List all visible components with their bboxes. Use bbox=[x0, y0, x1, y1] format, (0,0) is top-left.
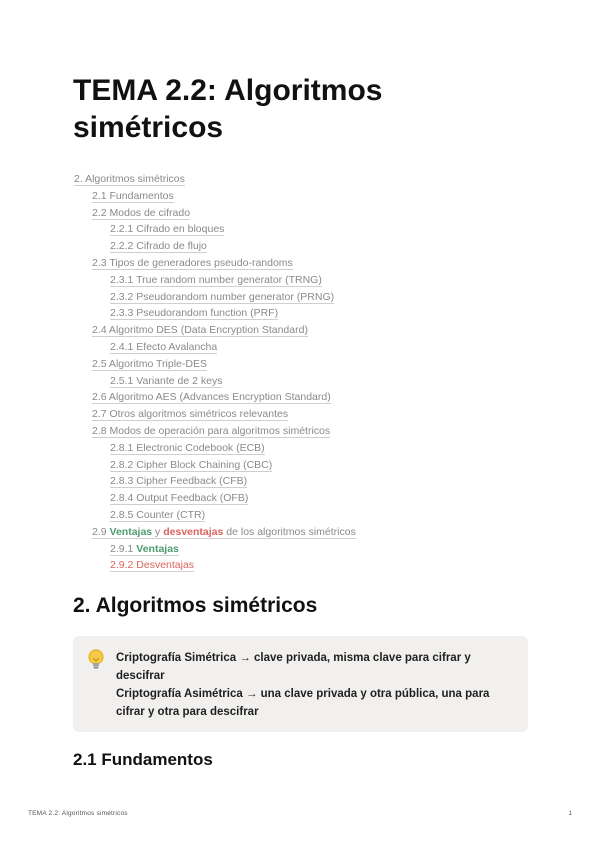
toc-item-desventajas[interactable]: 2.9.2 Desventajas bbox=[110, 559, 195, 572]
callout-text bbox=[116, 649, 511, 721]
toc-item[interactable]: 2.4 Algoritmo DES (Data Encryption Standard) bbox=[92, 324, 308, 337]
lightbulb-icon bbox=[87, 649, 105, 671]
section-heading: 2. Algoritmos simétricos bbox=[73, 594, 318, 617]
toc-item[interactable]: 2.3 Tipos de generadores pseudo-randoms bbox=[92, 256, 293, 269]
toc-item[interactable]: 2.8.1 Electronic Codebook (ECB) bbox=[110, 441, 265, 454]
toc-item[interactable]: 2.7 Otros algoritmos simétricos relevantes bbox=[92, 408, 289, 421]
callout-line-asimetrica: Criptografía Asimétrica → una clave privada y otra pública, una para cifrar y otra para descifrar bbox=[116, 688, 490, 718]
toc-item[interactable]: 2.3.1 True random number generator (TRNG) bbox=[110, 273, 322, 286]
toc-item[interactable]: 2.3.2 Pseudorandom number generator (PRNG) bbox=[110, 290, 335, 303]
toc-item[interactable]: 2.8.4 Output Feedback (OFB) bbox=[110, 492, 249, 505]
page-number: 1 bbox=[568, 810, 572, 817]
callout-box bbox=[73, 636, 528, 732]
toc-item[interactable]: 2.8 Modos de operación para algoritmos simétricos bbox=[92, 424, 331, 437]
toc-item[interactable]: 2.6 Algoritmo AES (Advances Encryption Standard) bbox=[92, 391, 331, 404]
toc-item[interactable]: 2.1 Fundamentos bbox=[92, 189, 174, 202]
toc-item[interactable]: 2.2.1 Cifrado en bloques bbox=[110, 223, 225, 236]
toc-item[interactable]: 2.8.3 Cipher Feedback (CFB) bbox=[110, 475, 248, 488]
toc-item[interactable]: 2.8.5 Counter (CTR) bbox=[110, 508, 206, 521]
footer-title: TEMA 2.2: Algoritmos simétricos bbox=[28, 810, 128, 817]
toc-item[interactable]: 2.4.1 Efecto Avalancha bbox=[110, 340, 218, 353]
subsection-heading: 2.1 Fundamentos bbox=[73, 750, 213, 769]
callout-line-simetrica: Criptografía Simétrica → clave privada, misma clave para cifrar y descifrar bbox=[116, 652, 471, 682]
toc-item[interactable]: 2.2 Modos de cifrado bbox=[92, 206, 191, 219]
toc-item-ventajas[interactable]: 2.9.1 Ventajas bbox=[110, 542, 179, 555]
page-title: TEMA 2.2: Algoritmos simétricos bbox=[73, 74, 383, 144]
toc-item[interactable]: 2.5.1 Variante de 2 keys bbox=[110, 374, 223, 387]
toc-item-ventajas-desventajas[interactable]: 2.9 Ventajas y desventajas de los algoritmos simétricos bbox=[92, 525, 356, 538]
toc-item[interactable]: 2.5 Algoritmo Triple-DES bbox=[92, 357, 207, 370]
table-of-contents bbox=[73, 171, 528, 574]
toc-item[interactable]: 2.3.3 Pseudorandom function (PRF) bbox=[110, 307, 279, 320]
toc-item[interactable]: 2.2.2 Cifrado de flujo bbox=[110, 240, 207, 253]
toc-item[interactable]: 2.8.2 Cipher Block Chaining (CBC) bbox=[110, 458, 273, 471]
toc-item[interactable]: 2. Algoritmos simétricos bbox=[74, 173, 185, 185]
